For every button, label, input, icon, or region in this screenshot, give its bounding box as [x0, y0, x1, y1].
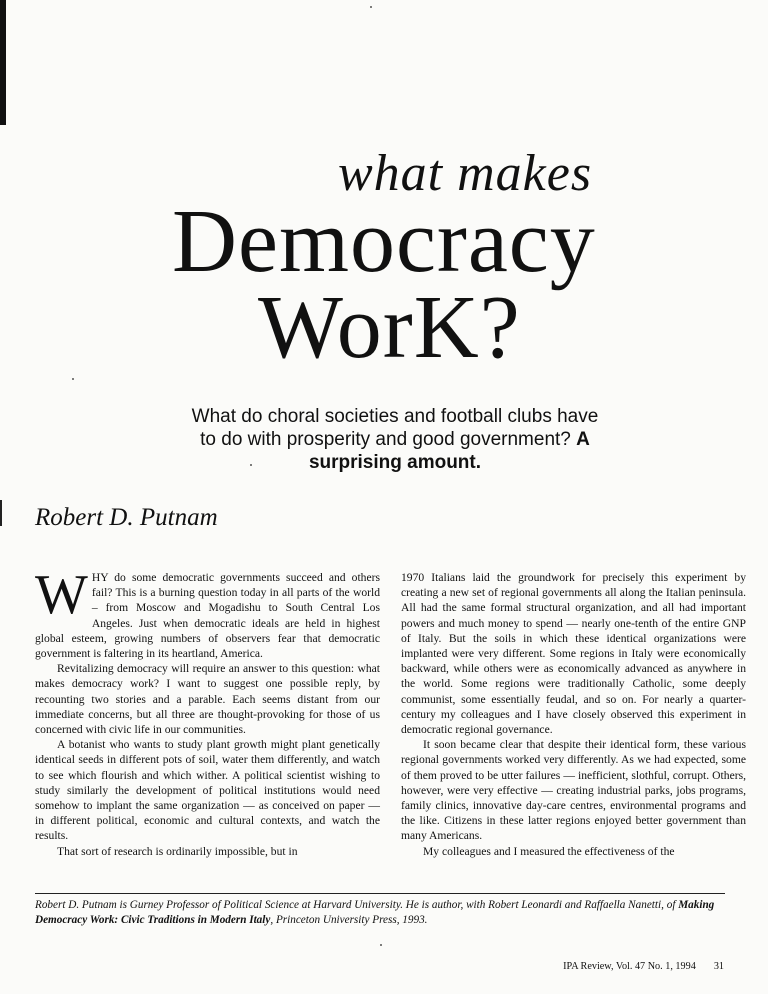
subtitle-question: What do choral societies and football clubs have to do with prosperity and good government?	[191, 406, 599, 450]
drop-cap: W	[35, 564, 88, 626]
scan-speck	[370, 6, 372, 8]
subtitle	[185, 405, 605, 474]
journal-citation: IPA Review, Vol. 47 No. 1, 1994	[563, 961, 696, 972]
title-line-2: Democracy	[172, 192, 596, 291]
title-line-3: WorK?	[258, 278, 521, 377]
footnote-divider	[35, 893, 725, 894]
paragraph: That sort of research is ordinarily impossible, but in	[57, 844, 298, 858]
scan-speck	[380, 944, 382, 946]
paragraph	[35, 564, 380, 661]
paragraph: Revitalizing democracy will require an answer to this question: what makes democracy work? I want to suggest one possible reply, by recounting two stories and a parable. Each seems distant from our immediate concerns, but all three are thought-provoking for those of us concerned with civic life in our communities.	[35, 662, 380, 737]
page-footer	[563, 961, 724, 973]
author-byline: Robert D. Putnam	[35, 504, 218, 531]
scan-speck	[72, 378, 74, 380]
article-column-left	[35, 564, 380, 859]
paragraph: A botanist who wants to study plant growth might plant genetically identical seeds in different pots of soil, water them differently, and watch to see which flourish and which wither. A political scientist wishing to study similarly the development of political institutions would need somehow to implant the same organization — as conceived on paper — in different political, economic and cultural contexts, and watch the results.	[35, 738, 380, 843]
paragraph-text: HY do some democratic governments succeed and others fail? This is a burning question today in all parts of the world – from Moscow and Mogadishu to South Central Los Angeles. Just when democratic ideals are held in highest global esteem, growing numbers of observers fear that democratic government is faltering in its heartland, America.	[35, 571, 380, 661]
title-line-1: what makes	[338, 145, 593, 202]
scan-edge-mark	[0, 0, 6, 125]
subtitle-answer: A surprising amount.	[308, 429, 590, 473]
scan-edge-mark	[0, 500, 2, 526]
article-column-right	[401, 570, 746, 859]
paragraph: It soon became clear that despite their identical form, these various regional governments worked very differently. As we had expected, some of them proved to be utter failures — inefficient, slothful, corrupt. Others, however, were very effective — creating industrial parks, jobs programs, family clinics, innovative day-care centres, environmental programs and the like. Citizens in these latter regions enjoyed better government than many Americans.	[401, 738, 746, 843]
paragraph: My colleagues and I measured the effectiveness of the	[423, 844, 675, 858]
author-bio	[35, 898, 725, 928]
bio-publisher: , Princeton University Press, 1993.	[270, 914, 428, 926]
page-number: 31	[713, 961, 724, 972]
book-title: Making Democracy Work: Civic Traditions in Modern Italy	[35, 899, 715, 926]
bio-text: Robert D. Putnam is Gurney Professor of Political Science at Harvard University. He is author, with Robert Leonardi and Raffaella Nanetti, of	[35, 899, 679, 911]
paragraph: 1970 Italians laid the groundwork for precisely this experiment by creating a new set of regional governments all along the Italian peninsula. All had the same formal structural organization, and all had important powers and much money to spend — nearly one-tenth of the entire GNP of Italy. But the soils in which these identical organizations were implanted were very different. Some regions in Italy were economically backward, while others were as economically advanced as anywhere in the world. Some regions were traditionally Catholic, some deeply communist, some essentially feudal, and so on. For nearly a quarter-century my colleagues and I have closely observed this experiment in democratic regional governance.	[401, 571, 746, 737]
